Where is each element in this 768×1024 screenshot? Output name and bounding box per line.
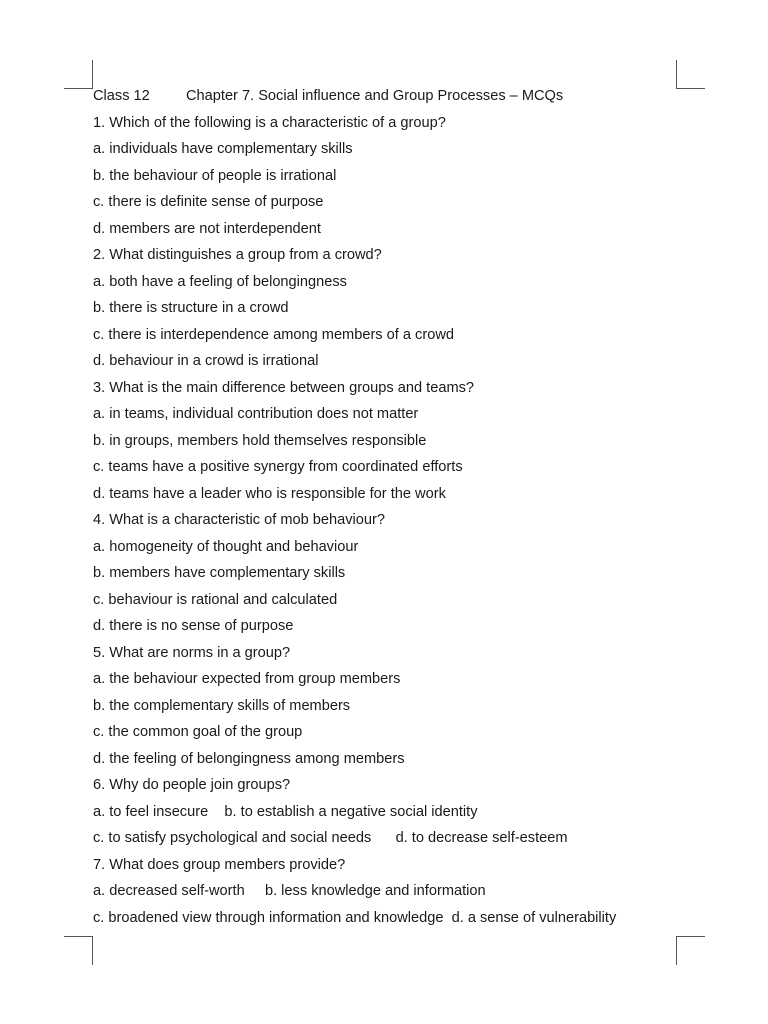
crop-mark-bottom-right	[676, 936, 705, 965]
option-line: c. behaviour is rational and calculated	[93, 591, 338, 608]
option-line: a. individuals have complementary skills	[93, 141, 353, 157]
option-line: a. the behaviour expected from group members	[93, 671, 401, 687]
class-label: Class 12	[93, 88, 150, 104]
question-line: 2. What distinguishes a group from a crowd?	[93, 247, 382, 263]
option-line: c. the common goal of the group	[93, 724, 303, 740]
option-line: c. teams have a positive synergy from coordinated efforts	[93, 459, 463, 475]
option-line: c. there is definite sense of purpose	[93, 194, 324, 210]
option-line: c. there is interdependence among members of a crowd	[93, 326, 454, 343]
option-line: c. broadened view through information and knowledge d. a sense of vulnerability	[93, 909, 617, 926]
option-line: d. the feeling of belongingness among members	[93, 750, 405, 767]
option-line: b. the behaviour of people is irrational	[93, 167, 337, 184]
option-line: a. in teams, individual contribution does not matter	[93, 406, 419, 422]
question-line: 6. Why do people join groups?	[93, 777, 291, 793]
question-line: 7. What does group members provide?	[93, 856, 346, 873]
option-line: b. members have complementary skills	[93, 565, 346, 581]
crop-mark-top-right	[676, 60, 705, 89]
question-line: 5. What are norms in a group?	[93, 644, 291, 661]
header-line	[93, 86, 693, 113]
question-line: 4. What is a characteristic of mob behaviour?	[93, 512, 386, 528]
crop-mark-top-left	[64, 60, 93, 89]
option-line: b. in groups, members hold themselves responsible	[93, 432, 427, 449]
question-line: 3. What is the main difference between groups and teams?	[93, 379, 475, 396]
option-line: d. teams have a leader who is responsible for the work	[93, 485, 446, 502]
option-line: a. homogeneity of thought and behaviour	[93, 538, 359, 555]
option-line: b. there is structure in a crowd	[93, 300, 289, 316]
crop-mark-bottom-left	[64, 936, 93, 965]
option-line: a. both have a feeling of belongingness	[93, 273, 347, 290]
option-line: d. there is no sense of purpose	[93, 618, 294, 634]
option-line: a. to feel insecure b. to establish a negative social identity	[93, 803, 478, 820]
option-line: a. decreased self-worth b. less knowledge and information	[93, 883, 486, 899]
question-line: 1. Which of the following is a characteristic of a group?	[93, 114, 446, 131]
option-line: d. members are not interdependent	[93, 220, 321, 237]
document-body	[93, 86, 693, 934]
option-line: b. the complementary skills of members	[93, 697, 351, 714]
option-line: d. behaviour in a crowd is irrational	[93, 353, 319, 369]
chapter-title: Chapter 7. Social influence and Group Processes – MCQs	[186, 88, 564, 104]
option-line: c. to satisfy psychological and social needs d. to decrease self-esteem	[93, 830, 568, 846]
